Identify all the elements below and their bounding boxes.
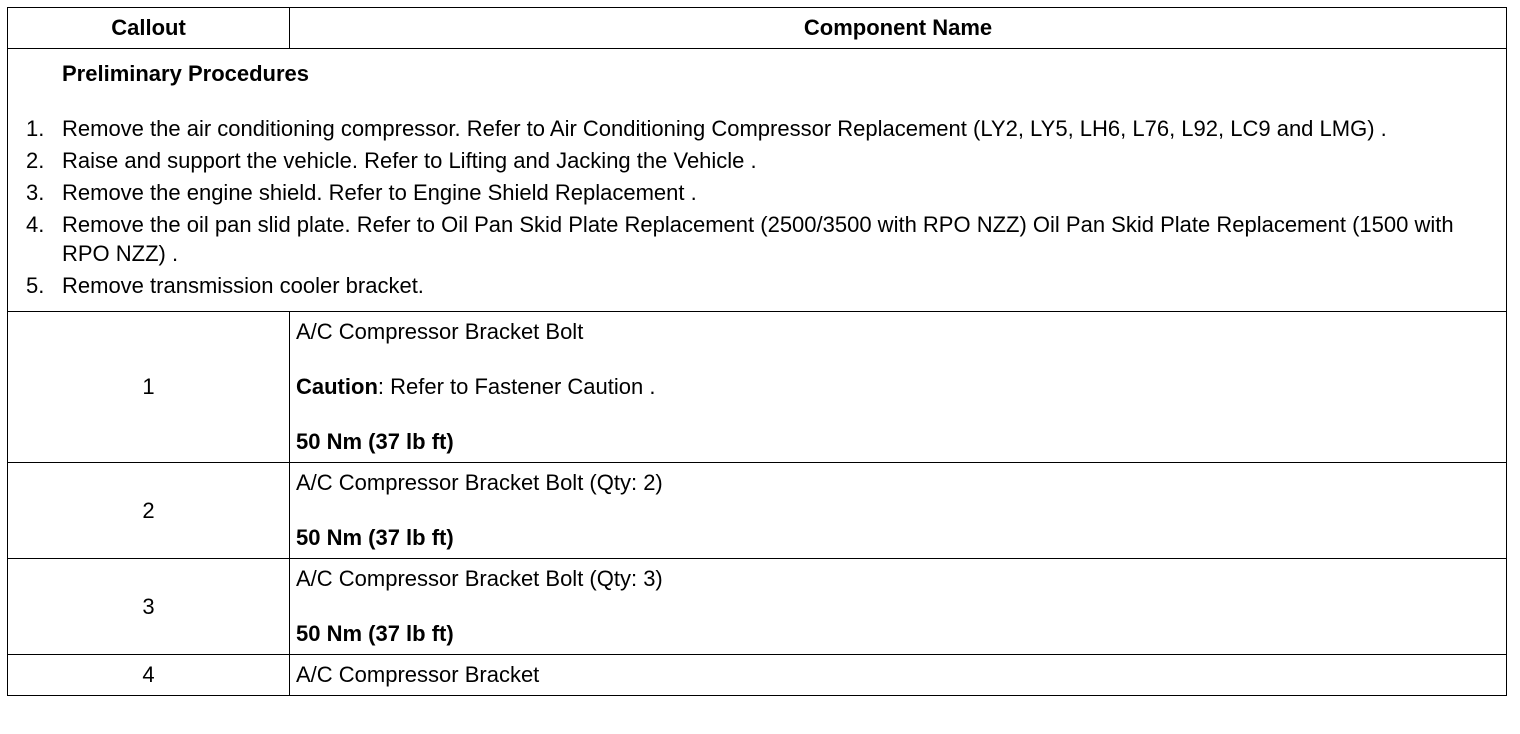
- component-name: A/C Compressor Bracket: [296, 662, 540, 687]
- callout-cell: 4: [8, 655, 290, 696]
- table-row: [8, 463, 1507, 559]
- preliminary-steps: [22, 114, 1492, 300]
- step-text: Raise and support the vehicle. Refer to Lifting and Jacking the Vehicle .: [62, 148, 757, 173]
- callout-cell: 2: [8, 463, 290, 559]
- torque-spec: 50 Nm (37 lb ft): [296, 525, 454, 550]
- step-text: Remove the oil pan slid plate. Refer to Oil Pan Skid Plate Replacement (2500/3500 with RPO NZZ) Oil Pan Skid Plate Replacement (1500 with RPO NZZ) .: [62, 212, 1454, 266]
- table-row: [8, 655, 1507, 696]
- step-number: 1.: [26, 116, 45, 141]
- step-item: [22, 210, 1492, 268]
- callout-cell: 3: [8, 559, 290, 655]
- component-name: A/C Compressor Bracket Bolt (Qty: 2): [296, 470, 663, 495]
- torque-spec: 50 Nm (37 lb ft): [296, 429, 454, 454]
- component-name: A/C Compressor Bracket Bolt (Qty: 3): [296, 566, 663, 591]
- header-row: [8, 8, 1507, 49]
- component-cell: [290, 463, 1507, 559]
- step-number: 5.: [26, 273, 45, 298]
- header-callout: Callout: [8, 8, 290, 49]
- caution-text: : Refer to Fastener Caution .: [377, 374, 656, 399]
- header-component-name: Component Name: [290, 8, 1507, 49]
- preliminary-title: Preliminary Procedures: [62, 61, 310, 86]
- table-row: [8, 312, 1507, 463]
- component-cell: [290, 559, 1507, 655]
- step-number: 2.: [26, 148, 45, 173]
- caution-label: Caution: [296, 374, 378, 399]
- torque-spec: 50 Nm (37 lb ft): [296, 621, 454, 646]
- step-item: [22, 178, 1492, 207]
- procedure-table: [7, 7, 1507, 696]
- step-number: 4.: [26, 212, 45, 237]
- step-number: 3.: [26, 180, 45, 205]
- step-item: [22, 271, 1492, 300]
- component-cell: [290, 312, 1507, 463]
- step-text: Remove the engine shield. Refer to Engine Shield Replacement .: [62, 180, 697, 205]
- step-item: [22, 114, 1492, 143]
- procedure-table-wrapper: [7, 7, 1507, 696]
- step-item: [22, 146, 1492, 175]
- caution-line: [296, 373, 1500, 401]
- component-cell: [290, 655, 1507, 696]
- preliminary-row: [8, 49, 1507, 312]
- preliminary-cell: [8, 49, 1507, 312]
- step-text: Remove transmission cooler bracket.: [62, 273, 424, 298]
- component-name: A/C Compressor Bracket Bolt: [296, 319, 584, 344]
- step-text: Remove the air conditioning compressor. Refer to Air Conditioning Compressor Replacement (LY2, LY5, LH6, L76, L92, LC9 and LMG) .: [62, 116, 1387, 141]
- callout-cell: 1: [8, 312, 290, 463]
- table-row: [8, 559, 1507, 655]
